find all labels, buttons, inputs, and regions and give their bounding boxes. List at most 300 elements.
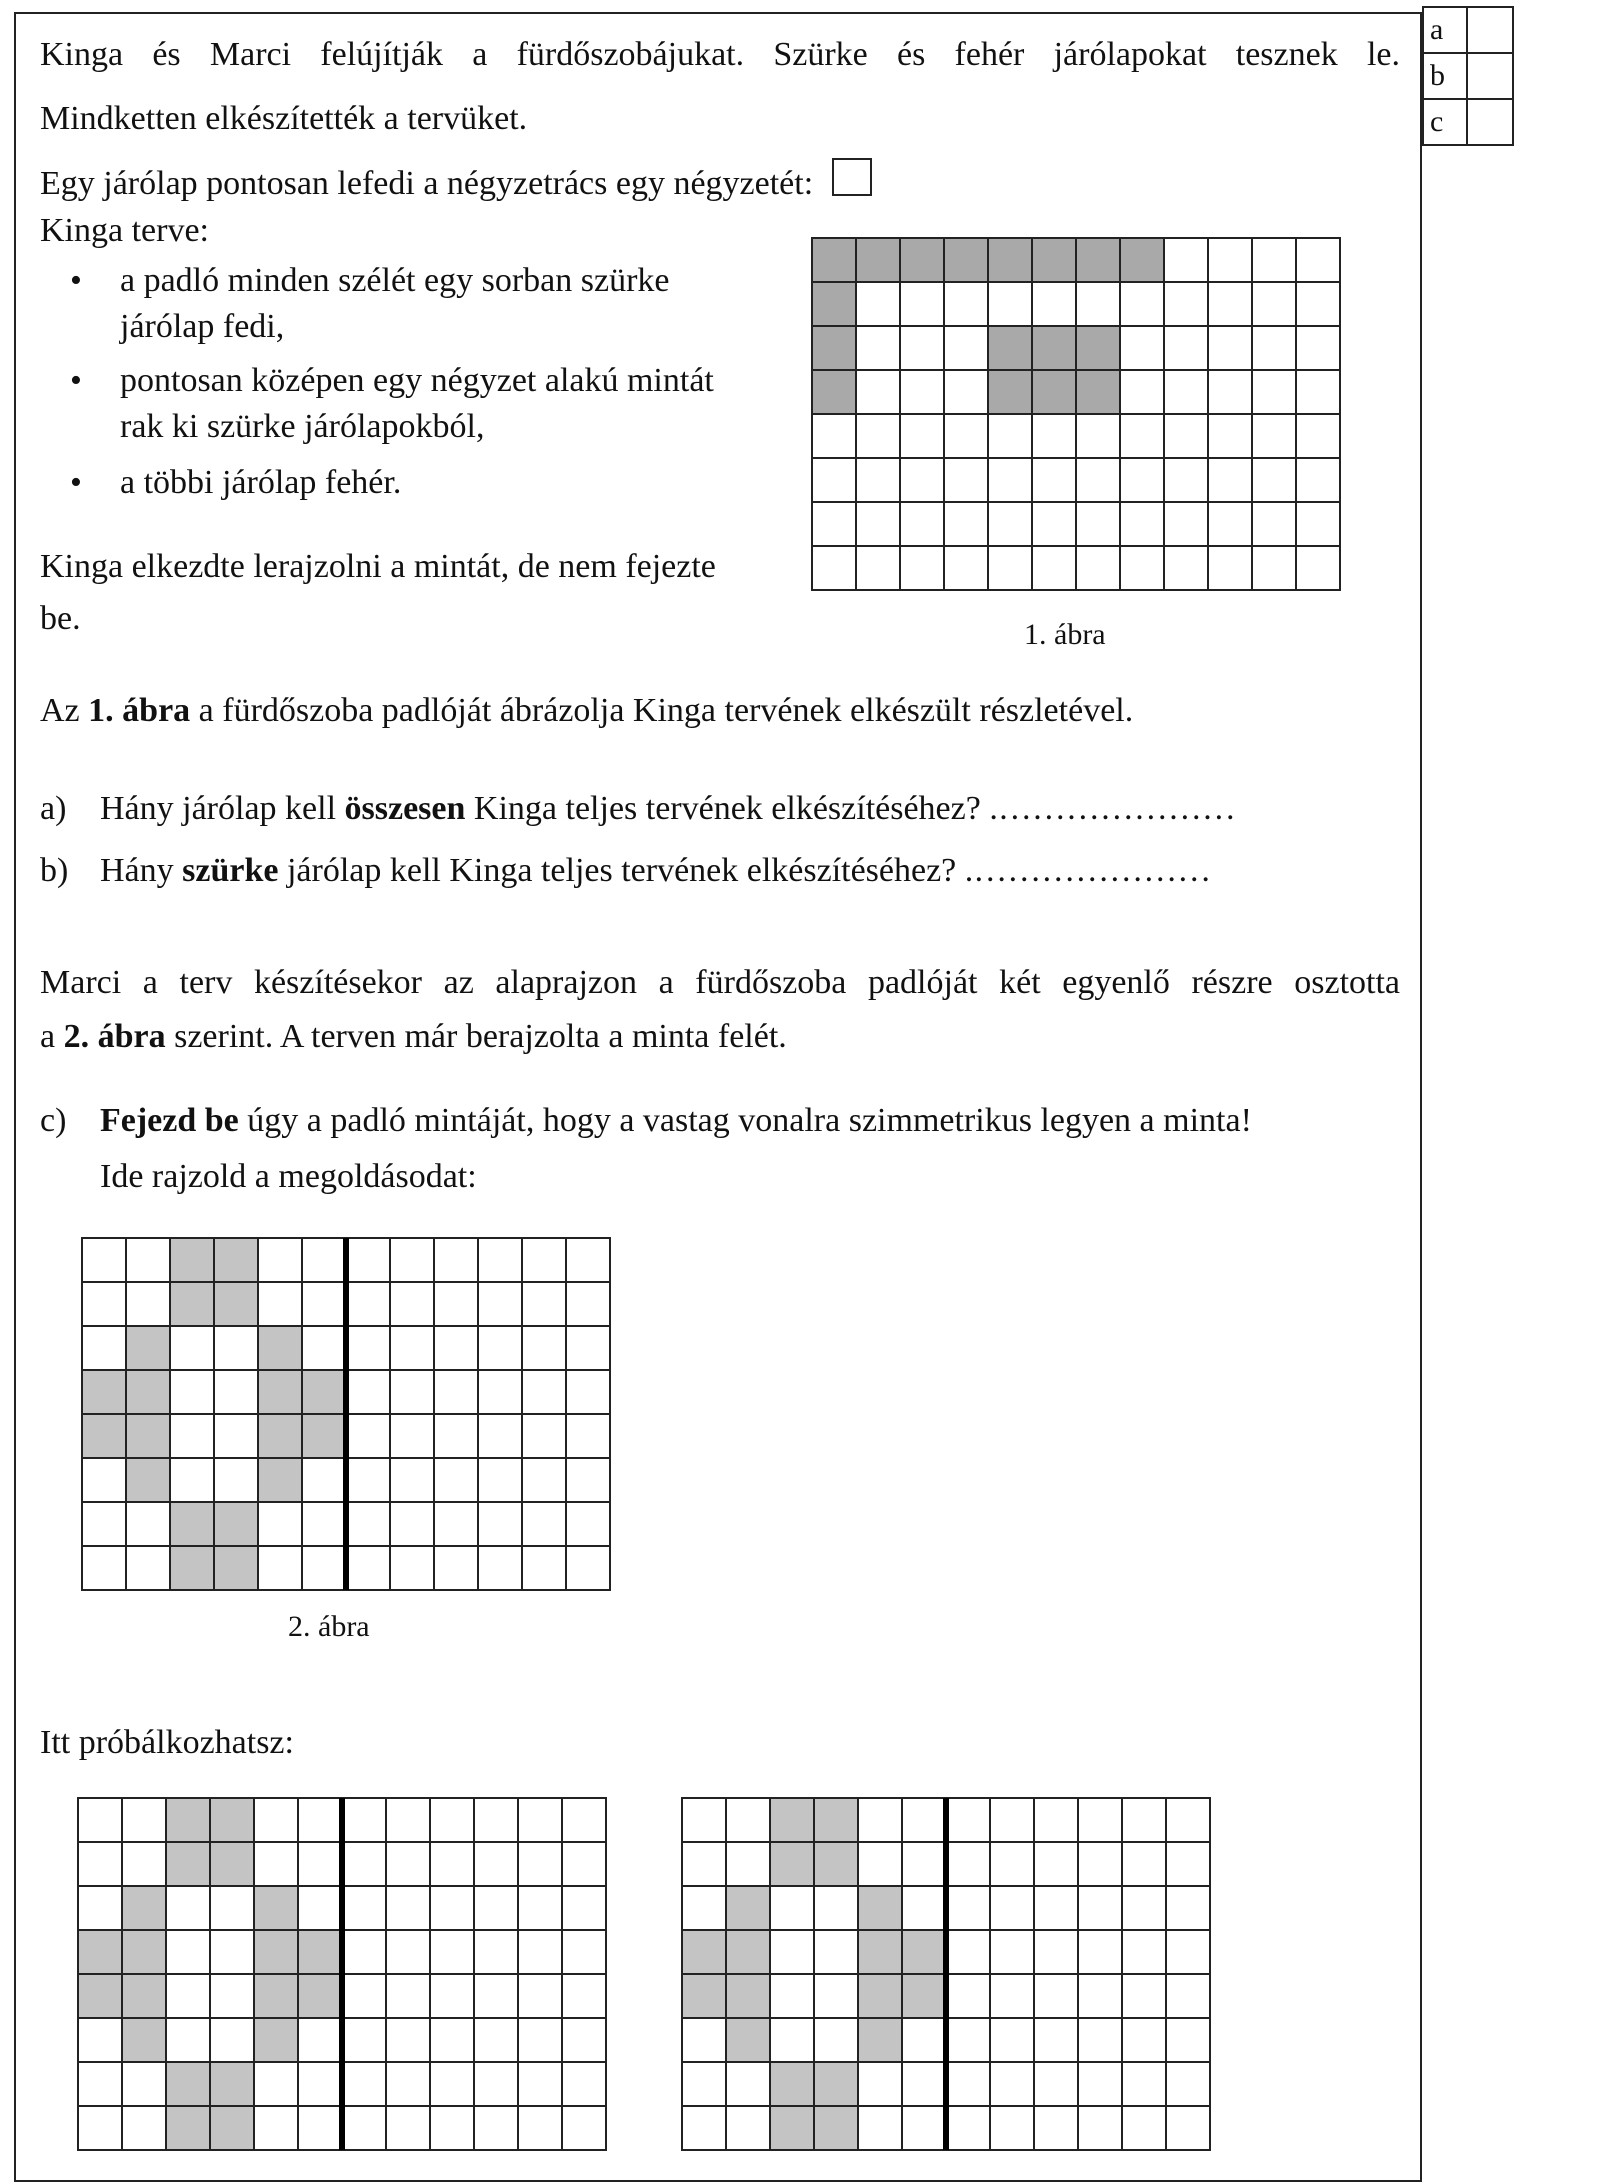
white-tile[interactable] (944, 502, 988, 546)
white-tile[interactable] (770, 1930, 814, 1974)
white-tile[interactable] (990, 1842, 1034, 1886)
white-tile[interactable] (770, 1974, 814, 2018)
white-tile[interactable] (902, 2018, 946, 2062)
white-tile[interactable] (478, 1546, 522, 1590)
gray-tile[interactable] (166, 2106, 210, 2150)
white-tile[interactable] (944, 458, 988, 502)
practice-grid-2[interactable] (680, 1796, 1212, 2152)
figure-2-grid[interactable] (80, 1236, 612, 1592)
white-tile[interactable] (386, 1798, 430, 1842)
white-tile[interactable] (82, 1238, 126, 1282)
white-tile[interactable] (430, 1842, 474, 1886)
gray-tile[interactable] (1120, 238, 1164, 282)
gray-tile[interactable] (210, 2106, 254, 2150)
white-tile[interactable] (478, 1458, 522, 1502)
white-tile[interactable] (122, 2106, 166, 2150)
white-tile[interactable] (390, 1326, 434, 1370)
white-tile[interactable] (1252, 458, 1296, 502)
white-tile[interactable] (478, 1282, 522, 1326)
white-tile[interactable] (856, 546, 900, 590)
gray-tile[interactable] (210, 2062, 254, 2106)
white-tile[interactable] (1122, 1930, 1166, 1974)
white-tile[interactable] (474, 2062, 518, 2106)
white-tile[interactable] (990, 2018, 1034, 2062)
white-tile[interactable] (1208, 546, 1252, 590)
white-tile[interactable] (988, 502, 1032, 546)
white-tile[interactable] (1032, 458, 1076, 502)
white-tile[interactable] (302, 1502, 346, 1546)
white-tile[interactable] (944, 370, 988, 414)
gray-tile[interactable] (298, 1974, 342, 2018)
white-tile[interactable] (566, 1326, 610, 1370)
gray-tile[interactable] (214, 1546, 258, 1590)
white-tile[interactable] (342, 1886, 386, 1930)
white-tile[interactable] (298, 1886, 342, 1930)
gray-tile[interactable] (210, 1842, 254, 1886)
white-tile[interactable] (858, 2062, 902, 2106)
white-tile[interactable] (1120, 326, 1164, 370)
white-tile[interactable] (988, 282, 1032, 326)
white-tile[interactable] (82, 1458, 126, 1502)
gray-tile[interactable] (78, 1974, 122, 2018)
white-tile[interactable] (302, 1282, 346, 1326)
gray-tile[interactable] (170, 1282, 214, 1326)
white-tile[interactable] (518, 1886, 562, 1930)
gray-tile[interactable] (1032, 238, 1076, 282)
white-tile[interactable] (82, 1326, 126, 1370)
white-tile[interactable] (900, 370, 944, 414)
gray-tile[interactable] (214, 1282, 258, 1326)
white-tile[interactable] (126, 1282, 170, 1326)
white-tile[interactable] (944, 326, 988, 370)
white-tile[interactable] (990, 1930, 1034, 1974)
gray-tile[interactable] (902, 1930, 946, 1974)
white-tile[interactable] (902, 2106, 946, 2150)
white-tile[interactable] (946, 1842, 990, 1886)
white-tile[interactable] (858, 1798, 902, 1842)
gray-tile[interactable] (254, 2018, 298, 2062)
white-tile[interactable] (82, 1502, 126, 1546)
white-tile[interactable] (1166, 2062, 1210, 2106)
white-tile[interactable] (1034, 2018, 1078, 2062)
white-tile[interactable] (434, 1546, 478, 1590)
question-b-answer-line[interactable]: járólap kell Kinga teljes tervének elkészítéséhez? .………………… (278, 852, 1212, 889)
gray-tile[interactable] (214, 1238, 258, 1282)
gray-tile[interactable] (858, 1930, 902, 1974)
white-tile[interactable] (302, 1546, 346, 1590)
white-tile[interactable] (1122, 1974, 1166, 2018)
white-tile[interactable] (1164, 238, 1208, 282)
white-tile[interactable] (346, 1458, 390, 1502)
white-tile[interactable] (1032, 282, 1076, 326)
white-tile[interactable] (82, 1546, 126, 1590)
white-tile[interactable] (944, 546, 988, 590)
gray-tile[interactable] (900, 238, 944, 282)
white-tile[interactable] (900, 546, 944, 590)
white-tile[interactable] (82, 1282, 126, 1326)
white-tile[interactable] (944, 282, 988, 326)
gray-tile[interactable] (254, 1886, 298, 1930)
score-field-b[interactable] (1467, 53, 1513, 99)
white-tile[interactable] (1078, 2018, 1122, 2062)
white-tile[interactable] (1078, 2106, 1122, 2150)
white-tile[interactable] (562, 1974, 606, 2018)
white-tile[interactable] (518, 1842, 562, 1886)
gray-tile[interactable] (166, 1798, 210, 1842)
white-tile[interactable] (1032, 546, 1076, 590)
white-tile[interactable] (566, 1546, 610, 1590)
white-tile[interactable] (1122, 2106, 1166, 2150)
gray-tile[interactable] (298, 1930, 342, 1974)
white-tile[interactable] (946, 1798, 990, 1842)
gray-tile[interactable] (726, 1886, 770, 1930)
white-tile[interactable] (1122, 2062, 1166, 2106)
white-tile[interactable] (1120, 546, 1164, 590)
white-tile[interactable] (1296, 238, 1340, 282)
gray-tile[interactable] (814, 1798, 858, 1842)
white-tile[interactable] (858, 1842, 902, 1886)
white-tile[interactable] (298, 1842, 342, 1886)
white-tile[interactable] (126, 1238, 170, 1282)
white-tile[interactable] (390, 1502, 434, 1546)
white-tile[interactable] (726, 2106, 770, 2150)
white-tile[interactable] (1164, 370, 1208, 414)
white-tile[interactable] (386, 1974, 430, 2018)
white-tile[interactable] (1078, 1930, 1122, 1974)
white-tile[interactable] (566, 1370, 610, 1414)
white-tile[interactable] (474, 1842, 518, 1886)
white-tile[interactable] (1078, 1886, 1122, 1930)
white-tile[interactable] (1120, 414, 1164, 458)
white-tile[interactable] (902, 1798, 946, 1842)
white-tile[interactable] (902, 1886, 946, 1930)
white-tile[interactable] (1034, 2106, 1078, 2150)
gray-tile[interactable] (682, 1974, 726, 2018)
white-tile[interactable] (518, 1798, 562, 1842)
white-tile[interactable] (170, 1458, 214, 1502)
gray-tile[interactable] (814, 1842, 858, 1886)
white-tile[interactable] (1252, 370, 1296, 414)
white-tile[interactable] (342, 1798, 386, 1842)
white-tile[interactable] (342, 2018, 386, 2062)
white-tile[interactable] (946, 2106, 990, 2150)
white-tile[interactable] (478, 1370, 522, 1414)
white-tile[interactable] (1078, 1798, 1122, 1842)
white-tile[interactable] (254, 2062, 298, 2106)
white-tile[interactable] (770, 1886, 814, 1930)
white-tile[interactable] (474, 2106, 518, 2150)
white-tile[interactable] (682, 2018, 726, 2062)
white-tile[interactable] (566, 1282, 610, 1326)
white-tile[interactable] (1166, 2018, 1210, 2062)
white-tile[interactable] (1208, 326, 1252, 370)
white-tile[interactable] (214, 1326, 258, 1370)
white-tile[interactable] (990, 1974, 1034, 2018)
gray-tile[interactable] (258, 1458, 302, 1502)
gray-tile[interactable] (302, 1414, 346, 1458)
white-tile[interactable] (122, 2062, 166, 2106)
white-tile[interactable] (386, 2062, 430, 2106)
gray-tile[interactable] (770, 1842, 814, 1886)
white-tile[interactable] (812, 458, 856, 502)
white-tile[interactable] (478, 1238, 522, 1282)
white-tile[interactable] (1208, 282, 1252, 326)
white-tile[interactable] (1034, 1842, 1078, 1886)
white-tile[interactable] (1164, 546, 1208, 590)
white-tile[interactable] (386, 2106, 430, 2150)
white-tile[interactable] (386, 2018, 430, 2062)
white-tile[interactable] (298, 1798, 342, 1842)
white-tile[interactable] (390, 1282, 434, 1326)
white-tile[interactable] (166, 1974, 210, 2018)
white-tile[interactable] (1078, 1974, 1122, 2018)
white-tile[interactable] (1164, 458, 1208, 502)
white-tile[interactable] (682, 2106, 726, 2150)
white-tile[interactable] (390, 1458, 434, 1502)
white-tile[interactable] (1208, 502, 1252, 546)
white-tile[interactable] (126, 1502, 170, 1546)
white-tile[interactable] (166, 2018, 210, 2062)
white-tile[interactable] (518, 1974, 562, 2018)
white-tile[interactable] (814, 2018, 858, 2062)
gray-tile[interactable] (814, 2106, 858, 2150)
white-tile[interactable] (302, 1458, 346, 1502)
white-tile[interactable] (1208, 370, 1252, 414)
white-tile[interactable] (126, 1546, 170, 1590)
gray-tile[interactable] (944, 238, 988, 282)
white-tile[interactable] (726, 1842, 770, 1886)
white-tile[interactable] (812, 414, 856, 458)
white-tile[interactable] (78, 1886, 122, 1930)
white-tile[interactable] (1120, 370, 1164, 414)
white-tile[interactable] (990, 1798, 1034, 1842)
white-tile[interactable] (342, 1930, 386, 1974)
white-tile[interactable] (430, 1974, 474, 2018)
white-tile[interactable] (390, 1238, 434, 1282)
white-tile[interactable] (210, 1974, 254, 2018)
white-tile[interactable] (166, 1930, 210, 1974)
gray-tile[interactable] (122, 1886, 166, 1930)
gray-tile[interactable] (254, 1974, 298, 2018)
white-tile[interactable] (302, 1238, 346, 1282)
white-tile[interactable] (1166, 1886, 1210, 1930)
white-tile[interactable] (566, 1502, 610, 1546)
white-tile[interactable] (342, 2106, 386, 2150)
white-tile[interactable] (346, 1546, 390, 1590)
gray-tile[interactable] (902, 1974, 946, 2018)
gray-tile[interactable] (858, 1974, 902, 2018)
white-tile[interactable] (78, 1798, 122, 1842)
white-tile[interactable] (1296, 502, 1340, 546)
white-tile[interactable] (474, 1798, 518, 1842)
gray-tile[interactable] (726, 2018, 770, 2062)
white-tile[interactable] (346, 1238, 390, 1282)
white-tile[interactable] (814, 1974, 858, 2018)
white-tile[interactable] (1122, 2018, 1166, 2062)
white-tile[interactable] (258, 1502, 302, 1546)
white-tile[interactable] (1166, 1798, 1210, 1842)
white-tile[interactable] (1032, 502, 1076, 546)
white-tile[interactable] (342, 2062, 386, 2106)
white-tile[interactable] (1120, 282, 1164, 326)
gray-tile[interactable] (254, 1930, 298, 1974)
white-tile[interactable] (814, 1886, 858, 1930)
white-tile[interactable] (1078, 2062, 1122, 2106)
white-tile[interactable] (434, 1326, 478, 1370)
white-tile[interactable] (856, 326, 900, 370)
gray-tile[interactable] (170, 1502, 214, 1546)
white-tile[interactable] (1076, 282, 1120, 326)
white-tile[interactable] (946, 2062, 990, 2106)
white-tile[interactable] (990, 2106, 1034, 2150)
white-tile[interactable] (1120, 502, 1164, 546)
white-tile[interactable] (1252, 546, 1296, 590)
gray-tile[interactable] (988, 326, 1032, 370)
gray-tile[interactable] (78, 1930, 122, 1974)
white-tile[interactable] (726, 2062, 770, 2106)
white-tile[interactable] (386, 1930, 430, 1974)
gray-tile[interactable] (812, 282, 856, 326)
white-tile[interactable] (342, 1842, 386, 1886)
gray-tile[interactable] (1032, 326, 1076, 370)
white-tile[interactable] (210, 1930, 254, 1974)
white-tile[interactable] (814, 1930, 858, 1974)
white-tile[interactable] (990, 2062, 1034, 2106)
white-tile[interactable] (78, 2062, 122, 2106)
white-tile[interactable] (900, 502, 944, 546)
white-tile[interactable] (474, 2018, 518, 2062)
gray-tile[interactable] (122, 2018, 166, 2062)
white-tile[interactable] (478, 1326, 522, 1370)
gray-tile[interactable] (82, 1414, 126, 1458)
white-tile[interactable] (1252, 414, 1296, 458)
gray-tile[interactable] (726, 1974, 770, 2018)
white-tile[interactable] (682, 1798, 726, 1842)
white-tile[interactable] (122, 1842, 166, 1886)
white-tile[interactable] (566, 1458, 610, 1502)
white-tile[interactable] (856, 414, 900, 458)
white-tile[interactable] (434, 1502, 478, 1546)
white-tile[interactable] (946, 1974, 990, 2018)
gray-tile[interactable] (770, 2106, 814, 2150)
white-tile[interactable] (298, 2018, 342, 2062)
gray-tile[interactable] (302, 1370, 346, 1414)
gray-tile[interactable] (856, 238, 900, 282)
white-tile[interactable] (1296, 458, 1340, 502)
white-tile[interactable] (946, 1886, 990, 1930)
white-tile[interactable] (682, 1842, 726, 1886)
gray-tile[interactable] (126, 1370, 170, 1414)
white-tile[interactable] (342, 1974, 386, 2018)
gray-tile[interactable] (770, 2062, 814, 2106)
white-tile[interactable] (518, 2106, 562, 2150)
white-tile[interactable] (726, 1798, 770, 1842)
white-tile[interactable] (562, 1886, 606, 1930)
white-tile[interactable] (562, 2062, 606, 2106)
gray-tile[interactable] (858, 2018, 902, 2062)
white-tile[interactable] (474, 1930, 518, 1974)
white-tile[interactable] (434, 1238, 478, 1282)
gray-tile[interactable] (812, 370, 856, 414)
white-tile[interactable] (1034, 2062, 1078, 2106)
white-tile[interactable] (1296, 370, 1340, 414)
white-tile[interactable] (988, 458, 1032, 502)
gray-tile[interactable] (258, 1414, 302, 1458)
white-tile[interactable] (122, 1798, 166, 1842)
white-tile[interactable] (346, 1502, 390, 1546)
white-tile[interactable] (78, 1842, 122, 1886)
white-tile[interactable] (522, 1546, 566, 1590)
white-tile[interactable] (1032, 414, 1076, 458)
white-tile[interactable] (210, 2018, 254, 2062)
score-field-c[interactable] (1467, 99, 1513, 145)
gray-tile[interactable] (82, 1370, 126, 1414)
white-tile[interactable] (902, 1842, 946, 1886)
white-tile[interactable] (430, 2062, 474, 2106)
gray-tile[interactable] (210, 1798, 254, 1842)
white-tile[interactable] (562, 1930, 606, 1974)
white-tile[interactable] (902, 2062, 946, 2106)
gray-tile[interactable] (170, 1238, 214, 1282)
white-tile[interactable] (1122, 1798, 1166, 1842)
gray-tile[interactable] (770, 1798, 814, 1842)
gray-tile[interactable] (1076, 370, 1120, 414)
white-tile[interactable] (522, 1370, 566, 1414)
white-tile[interactable] (434, 1282, 478, 1326)
white-tile[interactable] (430, 1930, 474, 1974)
white-tile[interactable] (856, 458, 900, 502)
white-tile[interactable] (812, 502, 856, 546)
gray-tile[interactable] (682, 1930, 726, 1974)
white-tile[interactable] (518, 2018, 562, 2062)
gray-tile[interactable] (814, 2062, 858, 2106)
gray-tile[interactable] (214, 1502, 258, 1546)
white-tile[interactable] (518, 2062, 562, 2106)
gray-tile[interactable] (988, 238, 1032, 282)
white-tile[interactable] (390, 1414, 434, 1458)
white-tile[interactable] (562, 2018, 606, 2062)
white-tile[interactable] (522, 1326, 566, 1370)
gray-tile[interactable] (726, 1930, 770, 1974)
white-tile[interactable] (1034, 1930, 1078, 1974)
white-tile[interactable] (900, 414, 944, 458)
white-tile[interactable] (474, 1974, 518, 2018)
score-field-a[interactable] (1467, 7, 1513, 53)
white-tile[interactable] (434, 1458, 478, 1502)
white-tile[interactable] (1122, 1842, 1166, 1886)
gray-tile[interactable] (812, 326, 856, 370)
white-tile[interactable] (298, 2062, 342, 2106)
white-tile[interactable] (386, 1886, 430, 1930)
white-tile[interactable] (990, 1886, 1034, 1930)
white-tile[interactable] (944, 414, 988, 458)
white-tile[interactable] (1166, 1842, 1210, 1886)
gray-tile[interactable] (858, 1886, 902, 1930)
white-tile[interactable] (1164, 414, 1208, 458)
gray-tile[interactable] (1076, 326, 1120, 370)
white-tile[interactable] (770, 2018, 814, 2062)
white-tile[interactable] (1034, 1974, 1078, 2018)
white-tile[interactable] (1164, 326, 1208, 370)
white-tile[interactable] (1208, 414, 1252, 458)
white-tile[interactable] (166, 1886, 210, 1930)
gray-tile[interactable] (166, 2062, 210, 2106)
white-tile[interactable] (430, 2018, 474, 2062)
white-tile[interactable] (682, 1886, 726, 1930)
white-tile[interactable] (518, 1930, 562, 1974)
white-tile[interactable] (302, 1326, 346, 1370)
gray-tile[interactable] (126, 1326, 170, 1370)
